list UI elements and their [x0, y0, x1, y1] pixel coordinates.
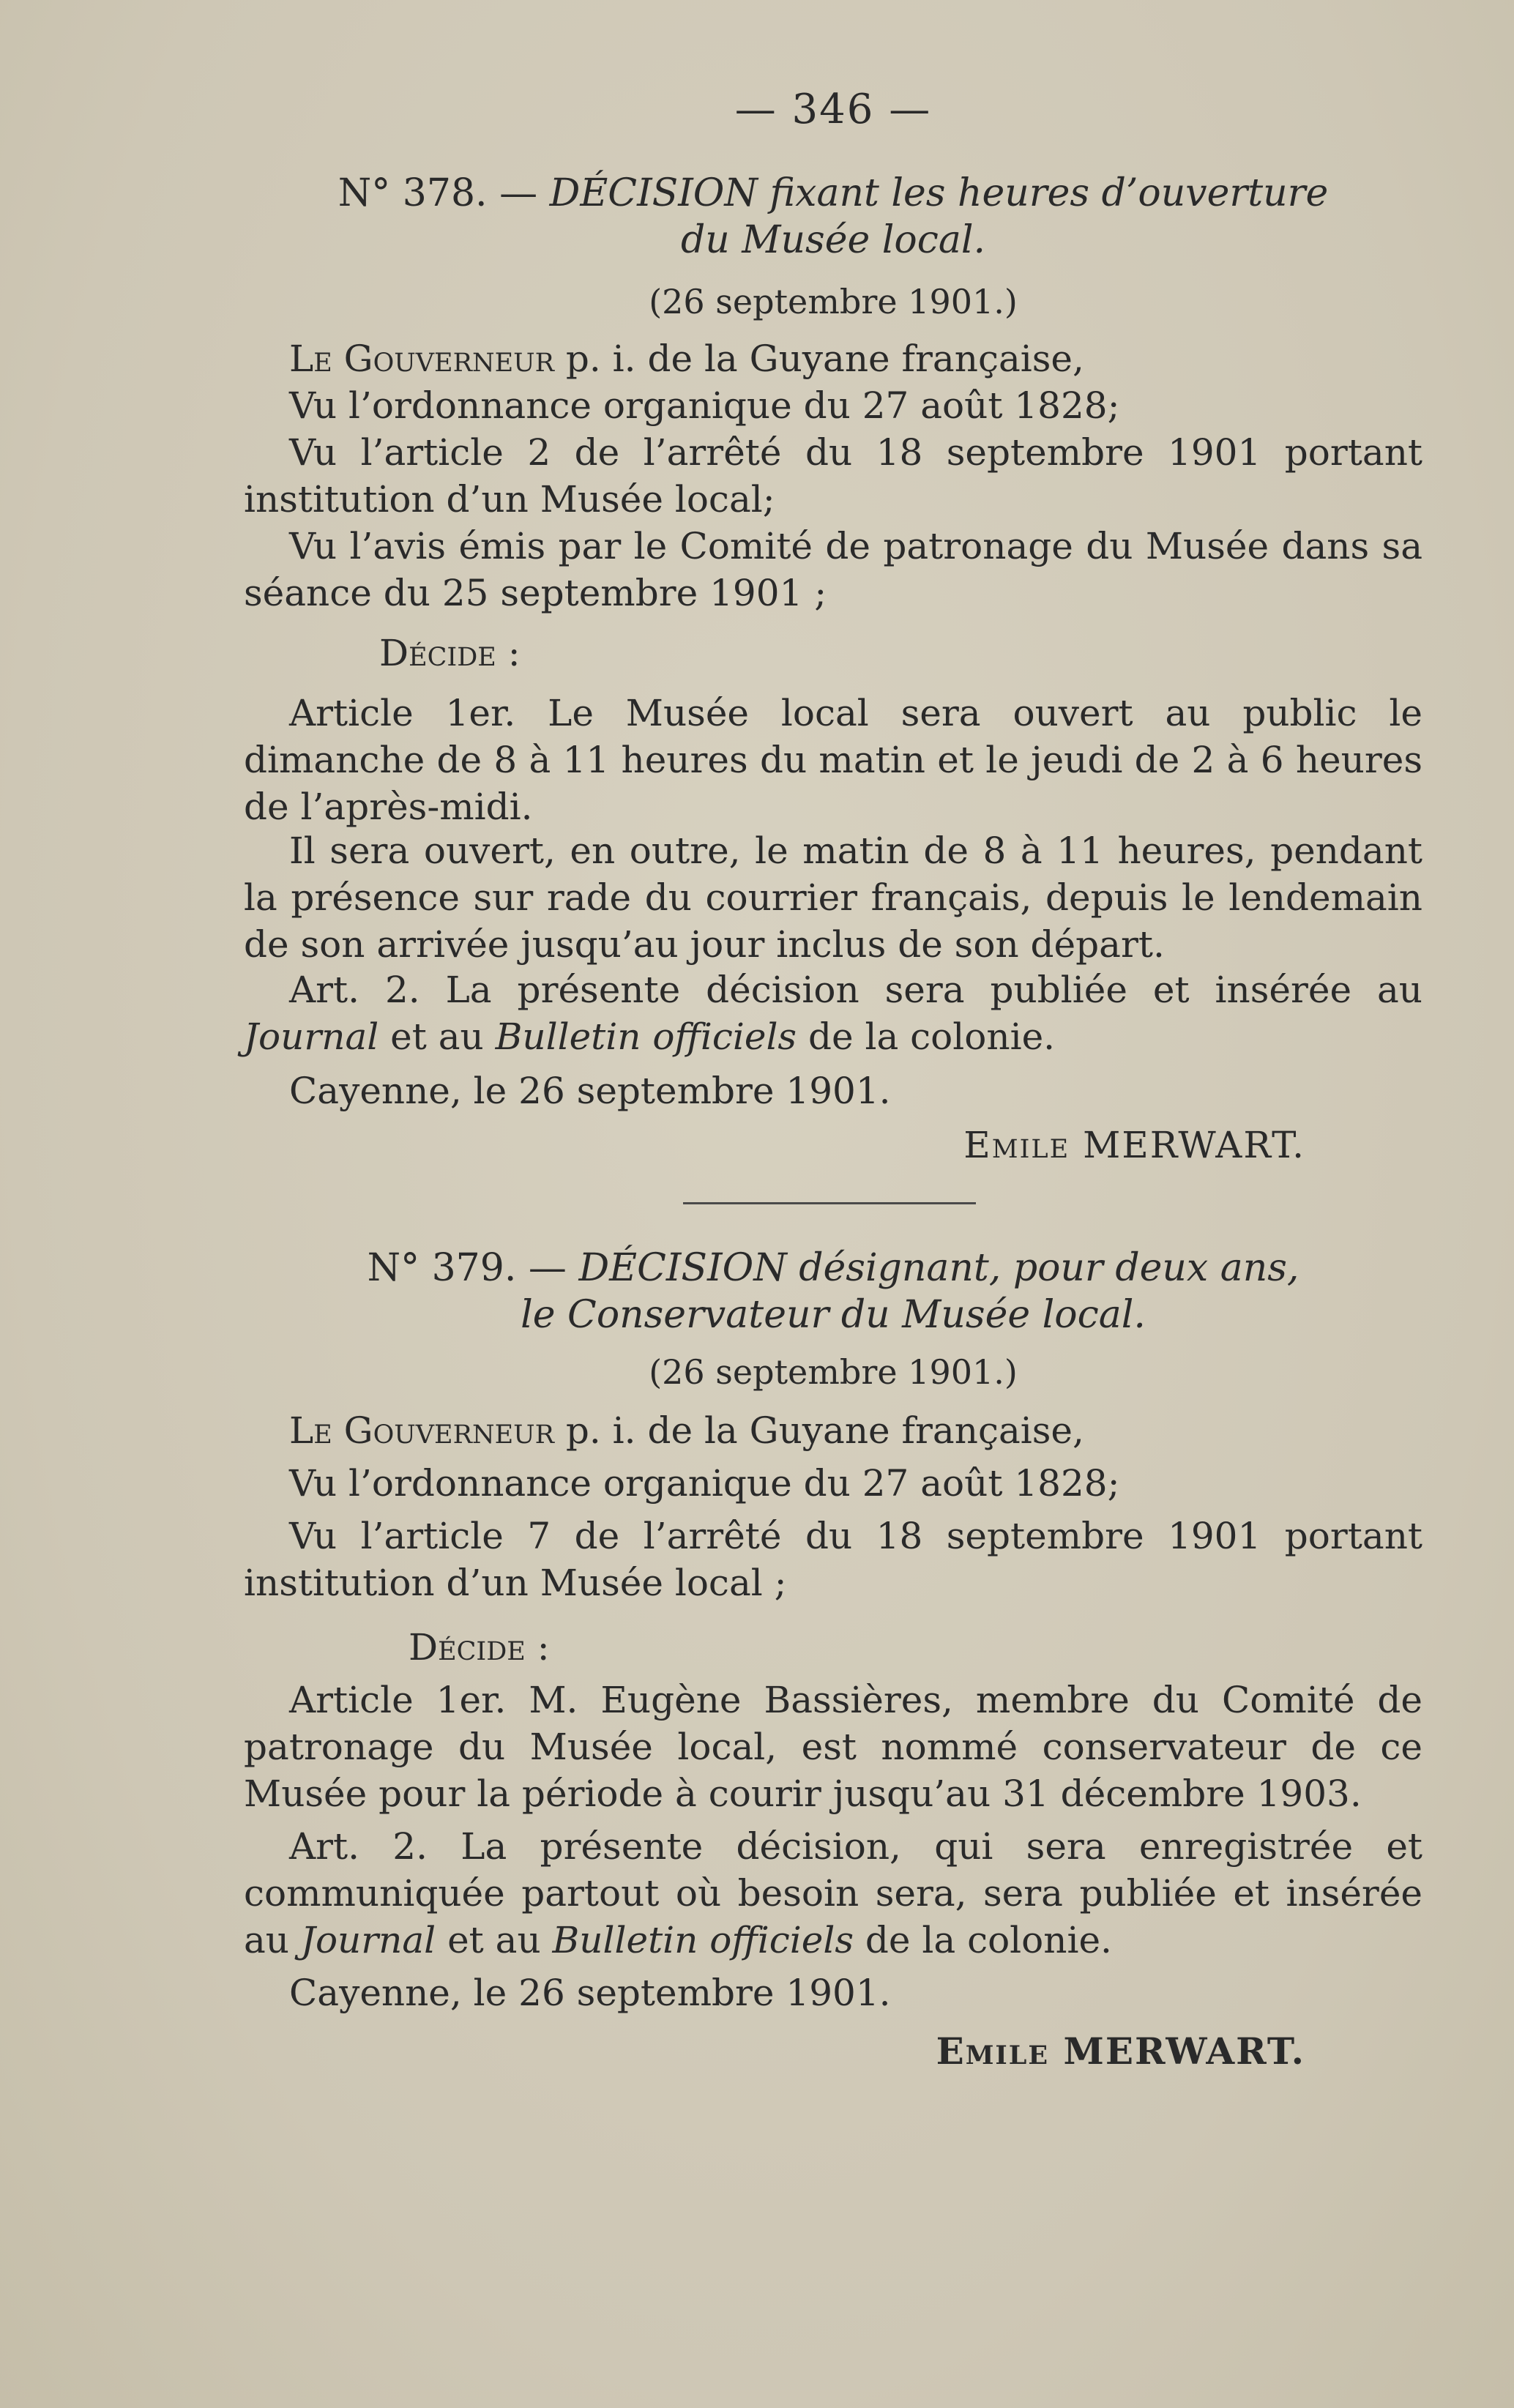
decision-379-date: (26 septembre 1901.)	[649, 1352, 1018, 1392]
decision-379-vu2: Vu l’article 7 de l’arrêté du 18 septembre 1901 portant institution d’un Musée local ;	[244, 1515, 1422, 1604]
decision-378-governor-title: Le Gouverneur	[289, 338, 554, 380]
decision-379-dash: —	[528, 1246, 567, 1290]
decision-378-article1: Article 1er. Le Musée local sera ouvert au public le dimanche de 8 à 11 heures du matin et le jeudi de 2 à 6 heures de l’après-midi.	[244, 692, 1422, 828]
section-divider	[683, 1202, 976, 1204]
decision-378-title: DÉCISION fixant les heures d’ouverture	[549, 171, 1329, 215]
decision-379-title: DÉCISION désignant, pour deux ans,	[578, 1246, 1299, 1290]
decision-378-heading-line1	[244, 170, 1422, 217]
decision-378-heading-line2: du Musée local.	[680, 218, 986, 262]
decision-378-art2-bulletin: Bulletin officiels	[495, 1015, 797, 1058]
decision-378-art2-end: de la colonie.	[797, 1015, 1056, 1058]
decision-378-place-date: Cayenne, le 26 septembre 1901.	[289, 1070, 891, 1112]
decision-378-decide: Décide :	[379, 632, 521, 674]
decision-378-vu3: Vu l’avis émis par le Comité de patronage du Musée dans sa séance du 25 septembre 1901 ;	[244, 525, 1422, 614]
decision-378-governor-rest: p. i. de la Guyane française,	[553, 338, 1084, 380]
decision-379-place-date: Cayenne, le 26 septembre 1901.	[289, 1972, 891, 2014]
decision-378-number: N° 378.	[338, 171, 488, 215]
decision-379-heading-line1	[244, 1245, 1422, 1291]
decision-378-vu2: Vu l’article 2 de l’arrêté du 18 septembre 1901 portant institution d’un Musée local;	[244, 431, 1422, 521]
decision-379-governor-title: Le Gouverneur	[289, 1409, 554, 1452]
decision-379-decide: Décide :	[409, 1626, 550, 1669]
decision-378-article1-b: Il sera ouvert, en outre, le matin de 8 à 11 heures, pendant la présence sur rade du courrier français, depuis le lendemain de son arrivée jusqu’au jour inclus de son départ.	[244, 830, 1422, 966]
decision-379-heading-line2: le Conservateur du Musée local.	[521, 1293, 1146, 1337]
decision-378-vu1: Vu l’ordonnance organique du 27 août 1828;	[289, 384, 1120, 427]
decision-378-dash: —	[499, 171, 538, 215]
decision-379-art2-end: de la colonie.	[854, 1919, 1112, 1961]
decision-379-article1: Article 1er. M. Eugène Bassières, membre du Comité de patronage du Musée local, est nommé conservateur de ce Musée pour la période à courir jusqu’au 31 décembre 1903.	[244, 1679, 1422, 1815]
decision-379-art2-bulletin: Bulletin officiels	[552, 1919, 854, 1961]
decision-379-article2	[244, 1823, 1422, 1964]
decision-379-signature: Emile MERWART.	[936, 2029, 1305, 2073]
decision-378-date: (26 septembre 1901.)	[649, 282, 1018, 321]
decision-378-art2-journal: Journal	[244, 1015, 379, 1058]
decision-379-vu1: Vu l’ordonnance organique du 27 août 1828;	[289, 1462, 1120, 1505]
page-number: — 346 —	[734, 86, 932, 133]
decision-379-art2-and: et au	[436, 1919, 553, 1961]
decision-379-art2-text: Art. 2. La présente décision, qui sera enregistrée et communiquée partout où besoin sera, sera publiée et insérée au	[244, 1825, 1422, 1961]
decision-378-art2-and: et au	[378, 1015, 496, 1058]
decision-378-art2-text: Art. 2. La présente décision sera publiée et insérée au	[289, 969, 1422, 1011]
decision-379-art2-journal: Journal	[300, 1919, 436, 1961]
decision-378-governor	[244, 335, 1422, 382]
decision-379-number: N° 379.	[367, 1246, 517, 1290]
decision-379-governor	[244, 1407, 1422, 1454]
decision-378-article2	[244, 966, 1422, 1060]
decision-378-signature: Emile MERWART.	[963, 1124, 1305, 1166]
decision-379-governor-rest: p. i. de la Guyane française,	[553, 1409, 1084, 1452]
